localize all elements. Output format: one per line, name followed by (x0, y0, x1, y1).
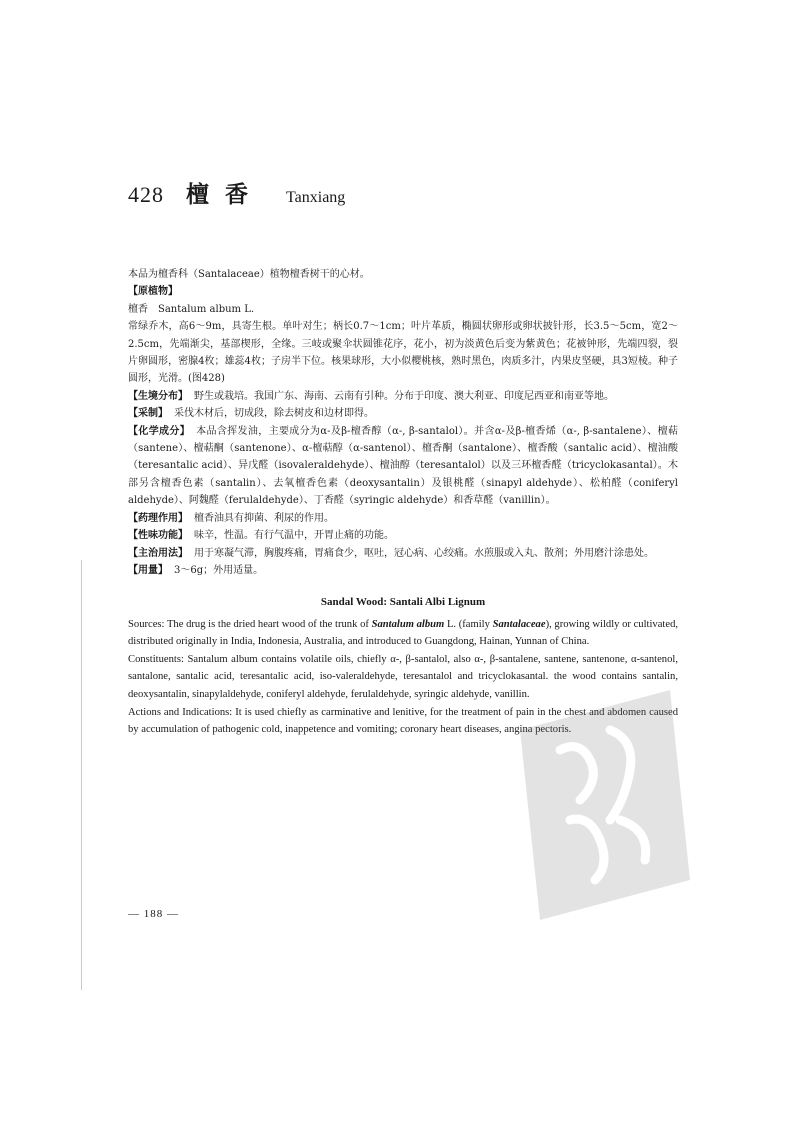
usage-text: 用于寒凝气滞，胸腹疼痛，胃痛食少，呕吐，冠心病、心绞痛。水煎服或入丸、散剂；外用磨汁涂患处。 (194, 547, 654, 559)
habitat-text: 野生或栽培。我国广东、海南、云南有引种。分布于印度、澳大利亚、印度尼西亚和南亚等地。 (194, 390, 614, 402)
collection-section (128, 405, 678, 422)
sources-text: Sources: The drug is the dried heart wood of the trunk of (128, 618, 372, 630)
dosage-text: 3～6g；外用适量。 (174, 564, 264, 576)
family-name: Santalaceae (492, 618, 546, 630)
monograph-number: 428 (128, 182, 164, 207)
monograph-title (128, 176, 345, 209)
dosage-label: 【用量】 (128, 564, 168, 576)
intro-text: 本品为檀香科（Santalaceae）植物檀香树干的心材。 (128, 269, 370, 280)
sources-mid: L. (family (444, 618, 493, 630)
page-edge-rule (81, 560, 82, 990)
properties-text: 味辛，性温。有行气温中，开胃止痛的功能。 (194, 530, 394, 542)
chinese-body (128, 266, 678, 579)
habitat-label: 【生境分布】 (128, 390, 188, 402)
english-constituents: Constituents: Santalum album contains volatile oils, chiefly α-, β-santalol, also α-, β-santalene, santene, santenone, α-santenol, santalone, santalic acid, teresantalic acid, iso-valeraldehyde, teresantalol and tricyclokasantal. the wood contains santalin, deoxysantalin, sinapylaldehyde, coniferyl aldehyde, ferulaldehyde, syringic aldehyde, vanillin. (128, 653, 678, 700)
pharmacology-label: 【药理作用】 (128, 512, 188, 524)
english-actions: Actions and Indications: It is used chiefly as carminative and lenitive, for the treatment of pain in the chest and abdomen caused by accumulation of pathogenic cold, inappetence and vomiting; coronary heart diseases, angina pectoris. (128, 706, 678, 736)
usage-label: 【主治用法】 (128, 547, 188, 559)
english-title: Sandal Wood: Santali Albi Lignum (320, 596, 486, 608)
monograph-pinyin: Tanxiang (286, 189, 346, 206)
chemistry-text: 本品含挥发油，主要成分为α-及β-檀香醇（α-, β-santalol）。并含α-及β-檀香烯（α-, β-santalene）、檀萜（santene）、檀萜酮（santenone）、α-檀萜醇（α-santenol）、檀香酮（santalone）、檀香酸（santalic acid）、檀油酸（teresantalic acid）、异戊醛（isovaleraldehyde）、檀油醇（teresantalol）以及三环檀香醛（tricyclokasantal）。木部另含檀香色素（santalin）、去氧檀香色素（deoxysantalin）及银桃醛（sinapyl aldehyde）、松柏醛（coniferyl aldehyde）、阿魏醛（ferulaldehyde）、丁香醛（syringic aldehyde）和香草醛（vanillin）。 (128, 425, 678, 507)
properties-section (128, 527, 678, 544)
origin-plant-species: 檀香 Santalum album L. (128, 303, 255, 315)
monograph-chinese-name: 檀香 (186, 182, 264, 208)
origin-plant-heading: 【原植物】 (128, 286, 178, 298)
dosage-section (128, 562, 678, 579)
pharmacology-section (128, 510, 678, 527)
sources-rest: ), growing wildly or cultivated, distributed originally in India, Indonesia, Australia, and introduced to Guangdong, Hainan, Yunnan of China. (128, 618, 679, 648)
usage-section (128, 545, 678, 562)
english-body (128, 594, 678, 739)
page-number: — 188 — (128, 908, 179, 920)
english-sources (128, 616, 678, 651)
chemistry-label: 【化学成分】 (128, 425, 191, 437)
properties-label: 【性味功能】 (128, 530, 188, 542)
origin-plant-description: 常绿乔木，高6～9m，具寄生根。单叶对生；柄长0.7～1cm；叶片革质，椭圆状卵形或卵状披针形，长3.5～5cm，宽2～2.5cm，先端渐尖，基部楔形，全缘。三岐或聚伞状圆锥花序，花小，初为淡黄色后变为紫黄色；花被钟形，先端四裂，裂片卵圆形，密腺4枚；雄蕊4枚；子房半下位。核果球形，大小似樱桃核，熟时黑色，肉质多汁，内果皮坚硬，具3短棱。种子圆形，光滑。(图428) (128, 321, 678, 385)
collection-label: 【采制】 (128, 408, 168, 420)
collection-text: 采伐木材后，切成段，除去树皮和边材即得。 (174, 408, 374, 420)
chemistry-section (128, 423, 678, 510)
pharmacology-text: 檀香油具有抑菌、利尿的作用。 (194, 512, 334, 524)
species-name: Santalum album (371, 618, 445, 630)
habitat-section (128, 388, 678, 405)
